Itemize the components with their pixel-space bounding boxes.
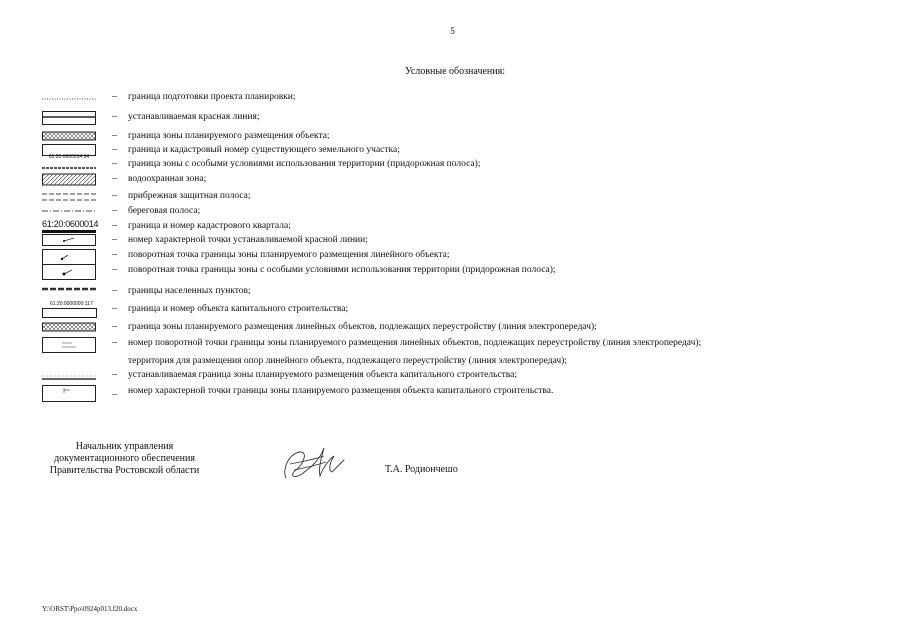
legend-dash: – <box>112 303 117 314</box>
capital-zone-point-symbol <box>42 385 96 402</box>
legend-label: номер характерной точки границы зоны планируемого размещения объекта капитального строительства. <box>128 386 554 396</box>
legend-dash: – <box>112 205 117 216</box>
legend-dash: – <box>112 158 117 169</box>
signatory-title-line1: Начальник управления <box>75 441 174 452</box>
object-number: 61:20:0000000:117 <box>50 301 93 307</box>
legend-title: Условные обозначения: <box>404 66 505 77</box>
red-line-symbol <box>42 111 96 123</box>
legend-dash: – <box>112 285 117 296</box>
legend-dash: – <box>112 369 117 380</box>
zone-turn-point-symbol <box>42 249 96 265</box>
quarter-number: 61:20:0600014 <box>42 219 99 229</box>
legend-dash: – <box>112 220 117 231</box>
legend-label: границы населенных пунктов; <box>128 286 251 296</box>
legend-dash: – <box>112 249 117 260</box>
riparian-strip-symbol <box>42 190 96 202</box>
legend-dash: – <box>112 91 117 102</box>
special-zone-point-symbol <box>42 264 96 280</box>
signatory-block <box>42 441 207 477</box>
legend-label: прибрежная защитная полоса; <box>128 191 251 201</box>
legend-dash: – <box>112 130 117 141</box>
signatory-title-line2: документационного обеспечения <box>54 453 195 464</box>
legend-label: граница зоны планируемого размещения объекта; <box>128 131 330 141</box>
capital-object-symbol <box>42 303 96 317</box>
settlement-boundary-symbol <box>42 285 96 297</box>
legend-dash: – <box>112 321 117 332</box>
handwritten-signature <box>278 440 348 486</box>
water-protection-symbol <box>42 173 96 185</box>
legend-label: граница подготовки проекта планировки; <box>128 92 296 102</box>
legend-label: номер характерной точки устанавливаемой красной линии; <box>128 235 368 245</box>
legend-label: устанавливаемая граница зоны планируемого размещения объекта капитального строительства; <box>128 370 518 380</box>
legend-dash: – <box>112 264 117 275</box>
legend-dash: – <box>112 234 117 245</box>
shore-strip-symbol <box>42 205 96 217</box>
legend-label: территория для размещения опор линейного объекта, подлежащего переустройству (линия электропередач); <box>128 356 567 366</box>
legend-label: поворотная точка границы зоны с особыми условиями использования территории (придорожная полоса); <box>128 265 556 275</box>
capital-zone-symbol <box>42 369 96 381</box>
legend-label: граница и номер кадастрового квартала; <box>128 221 291 231</box>
legend-label: устанавливаемая красная линия; <box>128 112 260 122</box>
reconstruction-point-symbol <box>42 337 96 353</box>
legend-label: граница и номер объекта капитального строительства; <box>128 304 349 314</box>
legend-dash: – <box>112 190 117 201</box>
reconstruction-zone-symbol <box>42 321 96 333</box>
legend-label: граница зоны с особыми условиями использования территории (придорожная полоса); <box>128 159 481 169</box>
legend-label: поворотная точка границы зоны планируемого размещения линейного объекта; <box>128 250 450 260</box>
cadastral-parcel-symbol <box>42 144 96 160</box>
legend-dash: – <box>112 111 117 122</box>
planning-boundary-symbol <box>42 91 96 103</box>
legend-label: водоохранная зона; <box>128 174 207 184</box>
special-zone-symbol <box>42 158 96 170</box>
legend-label: номер поворотной точки границы зоны планируемого размещения линейных объектов, подлежащих переустройству (линия электропередач); <box>128 338 702 348</box>
legend-dash: – <box>112 144 117 155</box>
legend-label: граница и кадастровый номер существующего земельного участка; <box>128 145 400 155</box>
legend-label: граница зоны планируемого размещения линейных объектов, подлежащих переустройству (линия электропередач); <box>128 322 597 332</box>
legend-dash: – <box>112 173 117 184</box>
file-path: Y:\ORST\Ppo\0924p013.f20.docx <box>42 605 138 613</box>
legend-dash: – <box>112 337 117 348</box>
page-number: 5 <box>450 26 455 36</box>
signatory-name: Т.А. Родиончешо <box>385 464 458 475</box>
signatory-title-line3: Правительства Ростовской области <box>49 465 200 476</box>
object-zone-symbol <box>42 130 96 142</box>
parcel-number: 61:20:0600014:94 <box>48 154 90 160</box>
legend-dash: – <box>112 389 117 400</box>
legend-label: береговая полоса; <box>128 206 201 216</box>
red-line-point-symbol <box>42 234 96 246</box>
cadastral-quarter-symbol <box>42 219 99 234</box>
